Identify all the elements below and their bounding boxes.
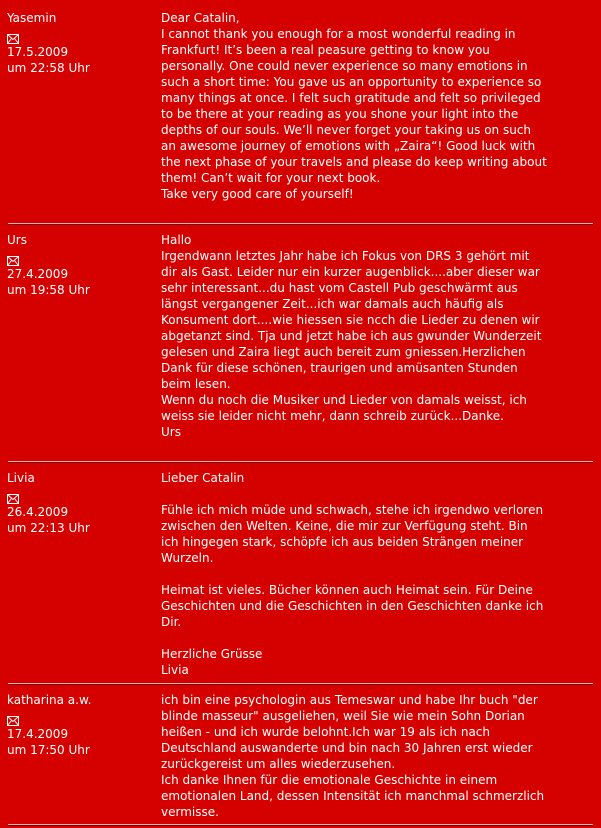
entry-divider	[8, 461, 593, 463]
entry-meta	[7, 10, 147, 76]
message-line: such a short time: You gave us an opportunity to experience so	[161, 75, 542, 89]
entry-time: um 22:58 Uhr	[7, 61, 90, 75]
message-line: dir als Gast. Leider nur ein kurzer augenblick....aber dieser war	[161, 265, 540, 279]
message-line: Dir.	[161, 615, 182, 629]
message-line	[161, 566, 593, 582]
message-line: Hallo	[161, 233, 192, 247]
message-body	[161, 692, 593, 820]
message-line: beim lesen.	[161, 377, 231, 391]
message-line: Herzliche Grüsse	[161, 647, 263, 661]
message-line	[161, 486, 593, 502]
message-body	[161, 10, 593, 202]
message-line: Take very good care of yourself!	[161, 187, 354, 201]
message-line: the next phase of your travels and please do keep writing about	[161, 155, 547, 169]
envelope-icon[interactable]	[7, 494, 19, 504]
message-body	[161, 470, 593, 678]
entry-time: um 22:13 Uhr	[7, 521, 90, 535]
message-line: Fühle ich mich müde und schwach, stehe ich irgendwo verloren	[161, 503, 544, 517]
message-line: to be there at your reading as you shone your light into the	[161, 107, 519, 121]
message-line: Wenn du noch die Musiker und Lieder von damals weisst, ich	[161, 393, 527, 407]
entry-time: um 17:50 Uhr	[7, 743, 90, 757]
message-line: heißen - und ich wurde belohnt.Ich war 19 als ich nach	[161, 725, 491, 739]
entry-meta	[7, 470, 147, 536]
message-line: abgetanzt sind. Tja und jetzt habe ich aus gwunder Wunderzeit	[161, 329, 542, 343]
message-line: Urs	[161, 425, 181, 439]
entry-divider	[8, 223, 593, 225]
envelope-icon[interactable]	[7, 34, 19, 44]
message-line: Dank für diese schönen, traurigen und amüsanten Stunden	[161, 361, 518, 375]
author-name: Livia	[7, 471, 35, 485]
entry-time: um 19:58 Uhr	[7, 283, 90, 297]
envelope-icon[interactable]	[7, 716, 19, 726]
message-line: them! Can’t wait for your next book.	[161, 171, 381, 185]
message-line: längst vergangener Zeit...ich war damals auch häufig als	[161, 297, 504, 311]
message-line: vermisse.	[161, 805, 219, 819]
message-line: Frankfurt! It’s been a real peasure getting to know you	[161, 43, 490, 57]
entry-date: 26.4.2009	[7, 505, 69, 519]
message-line: ich hingegen stark, schöpfe ich aus beiden Strängen meiner	[161, 535, 524, 549]
author-name: Urs	[7, 233, 27, 247]
entry-date: 27.4.2009	[7, 267, 69, 281]
author-name: katharina a.w.	[7, 693, 92, 707]
entry-divider	[8, 824, 593, 826]
message-line: depths of our souls. We’ll never forget your taking us on such	[161, 123, 532, 137]
message-line: zurückgereist um alles wiederzusehen.	[161, 757, 396, 771]
message-line: Dear Catalin,	[161, 11, 240, 25]
message-line	[161, 630, 593, 646]
message-line: Deutschland auswanderte und bin nach 30 Jahren erst wieder	[161, 741, 533, 755]
message-line: Konsument dort....wie hiessen sie ncch die Lieder zu denen wir	[161, 313, 540, 327]
message-line: I cannot thank you enough for a most wonderful reading in	[161, 27, 516, 41]
message-line: Irgendwann letztes Jahr habe ich Fokus von DRS 3 gehört mit	[161, 249, 530, 263]
message-line: ich bin eine psychologin aus Temeswar und habe Ihr buch "der	[161, 693, 538, 707]
message-line: many things at once. I felt such gratitude and felt so privileged	[161, 91, 541, 105]
message-line: Geschichten und die Geschichten in den Geschichten danke ich	[161, 599, 544, 613]
message-line: gelesen und Zaira liegt auch bereit zum gniessen.Herzlichen	[161, 345, 526, 359]
entry-date: 17.5.2009	[7, 45, 69, 59]
entry-date: 17.4.2009	[7, 727, 69, 741]
message-line: zwischen den Welten. Keine, die mir zur Verfügung steht. Bin	[161, 519, 528, 533]
message-line: Livia	[161, 663, 189, 677]
envelope-icon[interactable]	[7, 256, 19, 266]
author-name: Yasemin	[7, 11, 57, 25]
entry-divider	[8, 683, 593, 685]
message-line: emotionalen Land, dessen Intensität ich manchmal schmerzlich	[161, 789, 545, 803]
message-line: weiss sie leider nicht mehr, dann schreib zurück...Danke.	[161, 409, 504, 423]
entry-meta	[7, 692, 147, 758]
message-body	[161, 232, 593, 440]
message-line: blinde masseur" ausgeliehen, weil Sie wie mein Sohn Dorian	[161, 709, 525, 723]
message-line: Ich danke Ihnen für die emotionale Geschichte in einem	[161, 773, 498, 787]
entry-meta	[7, 232, 147, 298]
message-line: sehr interessant...du hast vom Castell Pub geschwärmt aus	[161, 281, 518, 295]
message-line: Lieber Catalin	[161, 471, 245, 485]
message-line: personally. One could never experience so many emotions in	[161, 59, 528, 73]
message-line: an awesome journey of emotions with „Zaira“! Good luck with	[161, 139, 536, 153]
message-line: Wurzeln.	[161, 551, 214, 565]
message-line: Heimat ist vieles. Bücher können auch Heimat sein. Für Deine	[161, 583, 533, 597]
